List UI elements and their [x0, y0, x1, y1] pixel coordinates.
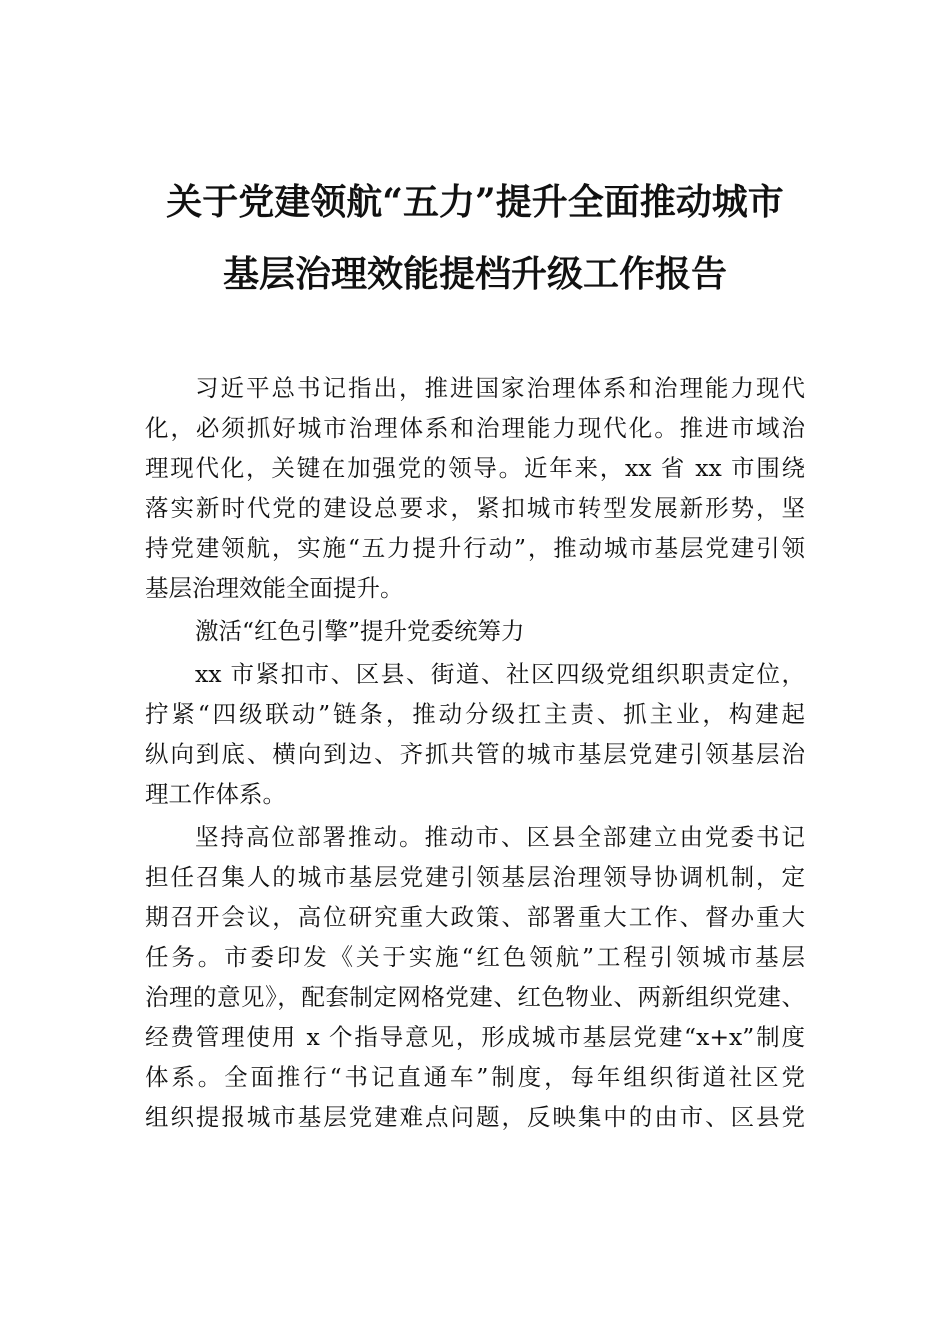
paragraph-line: 坚持高位部署推动。推动市、区县全部建立由党委书记: [195, 823, 805, 851]
paragraph-line: 组织提报城市基层党建难点问题，反映集中的由市、区县党: [145, 1103, 805, 1131]
paragraph-line: xx 市紧扣市、区县、街道、社区四级党组织职责定位，: [195, 660, 805, 688]
document-title-line-1: 关于党建领航“五力”提升全面推动城市: [166, 181, 784, 223]
paragraph-line: 化，必须抓好城市治理体系和治理能力现代化。推进市域治: [145, 414, 805, 442]
paragraph-line: 治理的意见》，配套制定网格党建、红色物业、两新组织党建、: [145, 983, 805, 1011]
paragraph-line: 体系。全面推行“书记直通车”制度，每年组织街道社区党: [145, 1063, 805, 1091]
paragraph-line: 期召开会议，高位研究重大政策、部署重大工作、督办重大: [145, 903, 805, 931]
paragraph-line: 经费管理使用 x 个指导意见，形成城市基层党建“x+x”制度: [145, 1023, 805, 1051]
document-title-line-2: 基层治理效能提档升级工作报告: [222, 253, 727, 295]
paragraph-line: 基层治理效能全面提升。: [145, 574, 404, 602]
paragraph-line: 持党建领航，实施“五力提升行动”，推动城市基层党建引领: [145, 534, 805, 562]
paragraph-line: 纵向到底、横向到边、齐抓共管的城市基层党建引领基层治: [145, 740, 805, 768]
paragraph-line: 习近平总书记指出，推进国家治理体系和治理能力现代: [195, 374, 805, 402]
section-heading: 激活“红色引擎”提升党委统筹力: [195, 617, 525, 645]
paragraph-line: 担任召集人的城市基层党建引领基层治理领导协调机制，定: [145, 863, 805, 891]
paragraph-line: 落实新时代党的建设总要求，紧扣城市转型发展新形势，坚: [145, 494, 805, 522]
paragraph-line: 理现代化，关键在加强党的领导。近年来，xx 省 xx 市围绕: [145, 454, 805, 482]
paragraph-line: 任务。市委印发《关于实施“红色领航”工程引领城市基层: [145, 943, 805, 971]
paragraph-line: 理工作体系。: [145, 780, 286, 808]
paragraph-line: 拧紧“四级联动”链条，推动分级扛主责、抓主业，构建起: [145, 700, 805, 728]
